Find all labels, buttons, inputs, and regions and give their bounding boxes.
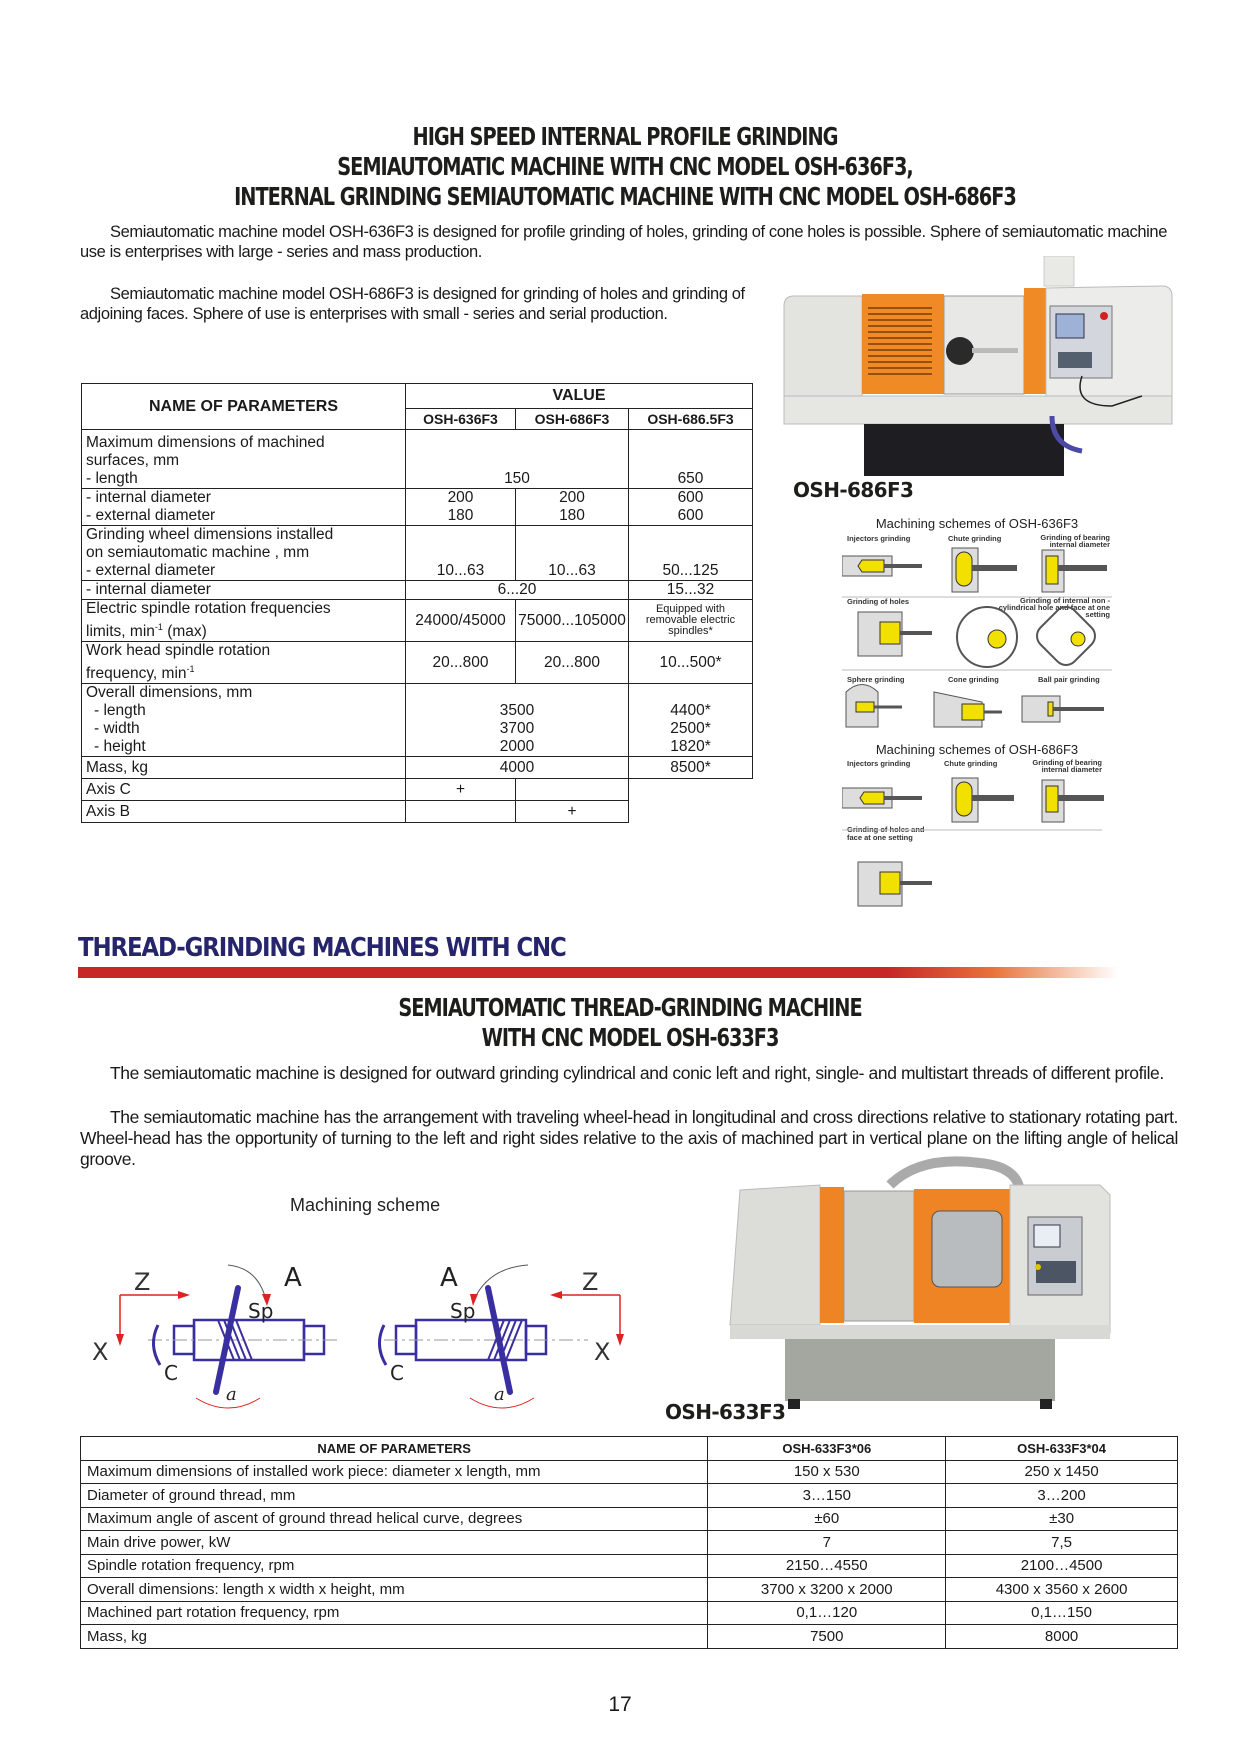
table-row <box>81 1601 1178 1625</box>
title-line: SEMIAUTOMATIC MACHINE WITH CNC MODEL OSH-636F3, <box>337 152 913 181</box>
table-row <box>81 1507 1178 1531</box>
scheme-label: Chute grinding <box>944 759 998 768</box>
cell-value: 3700 <box>499 720 535 738</box>
scheme-injectors <box>842 556 922 576</box>
cell-label <box>86 660 401 683</box>
column-header: NAME OF PARAMETERS <box>81 1437 708 1461</box>
spec-table-thread-grinding <box>80 1436 1178 1649</box>
cell-label: Machined part rotation frequency, rpm <box>81 1601 708 1625</box>
scheme-bearing <box>1042 550 1107 592</box>
schemes-686-title: Machining schemes of OSH-686F3 <box>875 742 1079 757</box>
door-window <box>932 1211 1002 1287</box>
orange-guard-left <box>820 1187 844 1323</box>
cell-value: 2150…4550 <box>708 1554 946 1578</box>
cell-value: 2100…4500 <box>946 1554 1178 1578</box>
cell-value: ±30 <box>946 1507 1178 1531</box>
table-row <box>81 1625 1178 1649</box>
scheme-label: Grinding of internal non - cylindrical hole and face at one setting <box>998 596 1110 619</box>
cell-value: 650 <box>629 430 753 489</box>
table-row <box>82 801 753 823</box>
scheme-holes <box>858 612 932 656</box>
cell-value: 3700 x 3200 x 2000 <box>708 1578 946 1602</box>
title-line: INTERNAL GRINDING SEMIAUTOMATIC MACHINE WITH CNC MODEL OSH-686F3 <box>234 182 1016 211</box>
table-row <box>82 600 753 642</box>
cnc-screen <box>1034 1225 1060 1247</box>
cell-label-text: (max) <box>167 623 207 641</box>
scheme-chute <box>952 548 1017 592</box>
machining-schemes-686 <box>842 742 1132 922</box>
cell-value: spindles* <box>668 625 713 638</box>
cell-value: 7500 <box>708 1625 946 1649</box>
machine-base <box>864 424 1064 476</box>
cell-value: 10...63 <box>516 526 629 581</box>
cell-value: 200 <box>559 489 585 506</box>
label-alpha-right: a <box>494 1384 505 1405</box>
scheme-label: Ball pair grinding <box>1038 675 1100 684</box>
cell-value: 3…150 <box>708 1484 946 1508</box>
table-row <box>82 642 753 684</box>
column-header-parameters: NAME OF PARAMETERS <box>82 384 406 430</box>
cell-value: + <box>406 779 516 801</box>
thread-machining-scheme <box>88 1230 658 1420</box>
cell-label: - length <box>86 470 138 487</box>
label-c-right: C <box>390 1361 404 1385</box>
table-row <box>82 779 753 801</box>
cell-value: 24000/45000 <box>406 600 516 642</box>
axis-label-z: Z <box>134 1268 151 1296</box>
label-sp-right: Sp <box>450 1299 476 1323</box>
page-number: 17 <box>608 1693 632 1716</box>
cell-label: - length <box>94 702 146 720</box>
table-row <box>82 581 753 600</box>
cell-label: - external diameter <box>86 562 216 579</box>
cell-label: - width <box>94 720 140 738</box>
cell-label: Electric spindle rotation frequencies <box>86 600 331 617</box>
table-row <box>82 430 753 489</box>
column-header: OSH-633F3*04 <box>946 1437 1178 1461</box>
table-row <box>81 1460 1178 1484</box>
axis-label-a-right: A <box>440 1263 458 1293</box>
photo-caption-osh-633f3: OSH-633F3 <box>665 1400 786 1424</box>
cell-label: Overall dimensions: length x width x height, mm <box>81 1578 708 1602</box>
chuck <box>946 337 974 365</box>
cell-value: 180 <box>559 507 585 524</box>
cell-value: 4400* <box>670 702 711 720</box>
scheme-label: Grinding of holes and face at one setting <box>847 825 925 842</box>
title-line: SEMIAUTOMATIC THREAD-GRINDING MACHINE <box>398 993 862 1022</box>
schemes-686-drawings <box>842 768 1122 918</box>
foot <box>1040 1399 1052 1409</box>
cell-value: 4300 x 3560 x 2600 <box>946 1578 1178 1602</box>
cell-label: Grinding wheel dimensions installed <box>86 526 334 543</box>
table-row <box>82 526 753 581</box>
cell-value: ±60 <box>708 1507 946 1531</box>
cell-value: 10...63 <box>406 526 516 581</box>
machine-bed <box>730 1325 1110 1339</box>
cell-value: + <box>516 801 629 823</box>
work-area <box>844 1191 914 1321</box>
axis-label-a: A <box>284 1263 302 1293</box>
cell-label: Maximum dimensions of installed work piece: diameter x length, mm <box>81 1460 708 1484</box>
cell-label <box>86 618 401 641</box>
table-row <box>82 684 753 757</box>
cell-value: 10...500* <box>629 642 753 684</box>
keypad <box>1036 1261 1076 1283</box>
column-header-model: OSH-636F3 <box>406 409 516 430</box>
keypad <box>1058 352 1092 368</box>
cell-value: 1820* <box>670 738 711 756</box>
page-title <box>139 122 1111 212</box>
cell-value: 20...800 <box>516 642 629 684</box>
cell-value: 20...800 <box>406 642 516 684</box>
cell-label: - internal diameter <box>86 489 211 506</box>
machine-left-cover <box>730 1185 820 1325</box>
machine-bed <box>784 396 1172 424</box>
foot <box>788 1399 800 1409</box>
cell-value: 150 <box>406 430 629 489</box>
emergency-stop <box>1100 312 1108 320</box>
cell-label: Axis C <box>82 779 406 801</box>
title-line: HIGH SPEED INTERNAL PROFILE GRINDING <box>412 122 838 151</box>
machining-scheme-title: Machining scheme <box>290 1195 441 1215</box>
cell-label: - external diameter <box>86 507 216 524</box>
machine-base <box>785 1339 1055 1401</box>
emergency-stop <box>1035 1264 1041 1270</box>
intro-paragraph-686: Semiautomatic machine model OSH-686F3 is designed for grinding of holes and grinding of adjoining faces. Sphere of use is enterprises with small - series and serial production. <box>80 285 745 323</box>
cell-value: 0,1…150 <box>946 1601 1178 1625</box>
table-header-row <box>81 1437 1178 1461</box>
cell-label: surfaces, mm <box>86 452 180 469</box>
cell-label: Diameter of ground thread, mm <box>81 1484 708 1508</box>
machine-photo-osh-633f3 <box>720 1155 1120 1415</box>
schemes-636-drawings <box>842 542 1122 732</box>
scheme-label: Cone grinding <box>948 675 999 684</box>
cell-value: 600 <box>677 489 704 506</box>
cell-value: 150 x 530 <box>708 1460 946 1484</box>
label-alpha: a <box>226 1384 237 1405</box>
table-row <box>82 757 753 779</box>
column-header-model: OSH-686F3 <box>516 409 629 430</box>
cell-value: 600 <box>677 507 704 524</box>
cell-label: on semiautomatic machine , mm <box>86 544 310 561</box>
cell-label: Mass, kg <box>82 757 406 779</box>
table-row <box>81 1578 1178 1602</box>
cell-label: Maximum dimensions of machined <box>86 434 325 451</box>
scheme-label: Chute grinding <box>948 534 1002 543</box>
column-header-value: VALUE <box>406 384 753 409</box>
cell-value: 0,1…120 <box>708 1601 946 1625</box>
cell-label: Spindle rotation frequency, rpm <box>81 1554 708 1578</box>
label-sp: Sp <box>248 1299 274 1323</box>
cell-value: 75000...105000 <box>516 600 629 642</box>
scheme-label: Injectors grinding <box>847 759 911 768</box>
cell-value: 15...32 <box>629 581 753 600</box>
cell-label: Overall dimensions, mm <box>86 684 253 702</box>
cell-value: 2500* <box>670 720 711 738</box>
cell-value: 8500* <box>629 757 753 779</box>
machine-left-cover <box>784 296 862 396</box>
cell-label: Axis B <box>82 801 406 823</box>
scheme-label: Grinding of holes <box>847 597 910 606</box>
scheme-label: Sphere grinding <box>847 675 905 684</box>
cnc-screen <box>1056 314 1084 338</box>
axis-label-x-right: X <box>594 1338 611 1366</box>
intro-paragraph-636: Semiautomatic machine model OSH-636F3 is designed for profile grinding of holes, grinding of cone holes is possible. Sphere of semiautomatic machine use is enterprises with large - series and mass production. <box>80 223 1167 261</box>
cell-value: 7,5 <box>946 1531 1178 1555</box>
cell-value: 8000 <box>946 1625 1178 1649</box>
cell-label-text: frequency, min <box>86 665 187 683</box>
cell-value: Equipped with <box>655 603 726 616</box>
cell-label: Work head spindle rotation <box>86 642 271 660</box>
table-row <box>82 489 753 526</box>
section-heading-thread-grinding: THREAD-GRINDING MACHINES WITH CNC <box>78 933 566 963</box>
cell-value: removable electric <box>645 614 736 627</box>
cell-value: 7 <box>708 1531 946 1555</box>
scheme-label: Injectors grinding <box>847 534 911 543</box>
cell-value: 50...125 <box>629 526 753 581</box>
cell-value: 3…200 <box>946 1484 1178 1508</box>
spindle <box>972 348 1018 353</box>
label-c: C <box>164 1361 178 1385</box>
superscript: -1 <box>154 622 163 632</box>
coolant-unit <box>1044 256 1074 286</box>
machining-schemes-636 <box>842 512 1132 732</box>
machine-photo-osh-686f3 <box>782 256 1182 476</box>
cell-label: Maximum angle of ascent of ground thread helical curve, degrees <box>81 1507 708 1531</box>
scheme-non-cylindrical <box>957 602 1100 670</box>
cell-value: 250 x 1450 <box>946 1460 1178 1484</box>
scheme-sphere-cone-ball <box>846 685 1104 728</box>
title-line: WITH CNC MODEL OSH-633F3 <box>481 1023 779 1052</box>
scheme-label: Grinding of bearing internal diameter <box>1032 758 1102 774</box>
cell-value: 6...20 <box>406 581 629 600</box>
table-row <box>81 1554 1178 1578</box>
table-row <box>81 1484 1178 1508</box>
table-row <box>81 1531 1178 1555</box>
photo-caption-osh-686f3: OSH-686F3 <box>793 478 914 502</box>
thread-paragraph-2: The semiautomatic machine has the arrangement with traveling wheel-head in longitudinal and cross directions relative to stationary rotating part. Wheel-head has the opportunity of turning to the left and right sides relative to the axis of machined part in vertical plane on the lifting angle of helical groove. <box>80 1107 1178 1169</box>
section-divider-bar <box>78 967 1118 978</box>
orange-door <box>1024 288 1046 394</box>
cell-value: 200 <box>447 489 474 506</box>
axis-label-x: X <box>92 1338 109 1366</box>
column-header: OSH-633F3*06 <box>708 1437 946 1461</box>
scheme-label: Grinding of bearing internal diameter <box>1040 533 1110 549</box>
cell-label: Main drive power, kW <box>81 1531 708 1555</box>
section-title-osh-633f3 <box>217 993 1043 1053</box>
axis-label-z-right: Z <box>582 1268 599 1296</box>
cell-value: 180 <box>447 507 474 524</box>
cell-value: 2000 <box>499 738 535 756</box>
superscript: -1 <box>186 664 195 675</box>
cell-label: - internal diameter <box>82 581 406 600</box>
cell-value: 3500 <box>499 702 535 720</box>
column-header-model: OSH-686.5F3 <box>629 409 753 430</box>
cell-label-text: limits, min <box>86 623 155 641</box>
thread-paragraph-1: The semiautomatic machine is designed for outward grinding cylindrical and conic left and right, single- and multistart threads of different profile. <box>110 1063 1164 1083</box>
spec-table-internal-grinding <box>81 383 753 823</box>
cell-value: 4000 <box>406 757 629 779</box>
schemes-636-title: Machining schemes of OSH-636F3 <box>875 516 1079 531</box>
cell-label: - height <box>94 738 146 756</box>
cell-label: Mass, kg <box>81 1625 708 1649</box>
